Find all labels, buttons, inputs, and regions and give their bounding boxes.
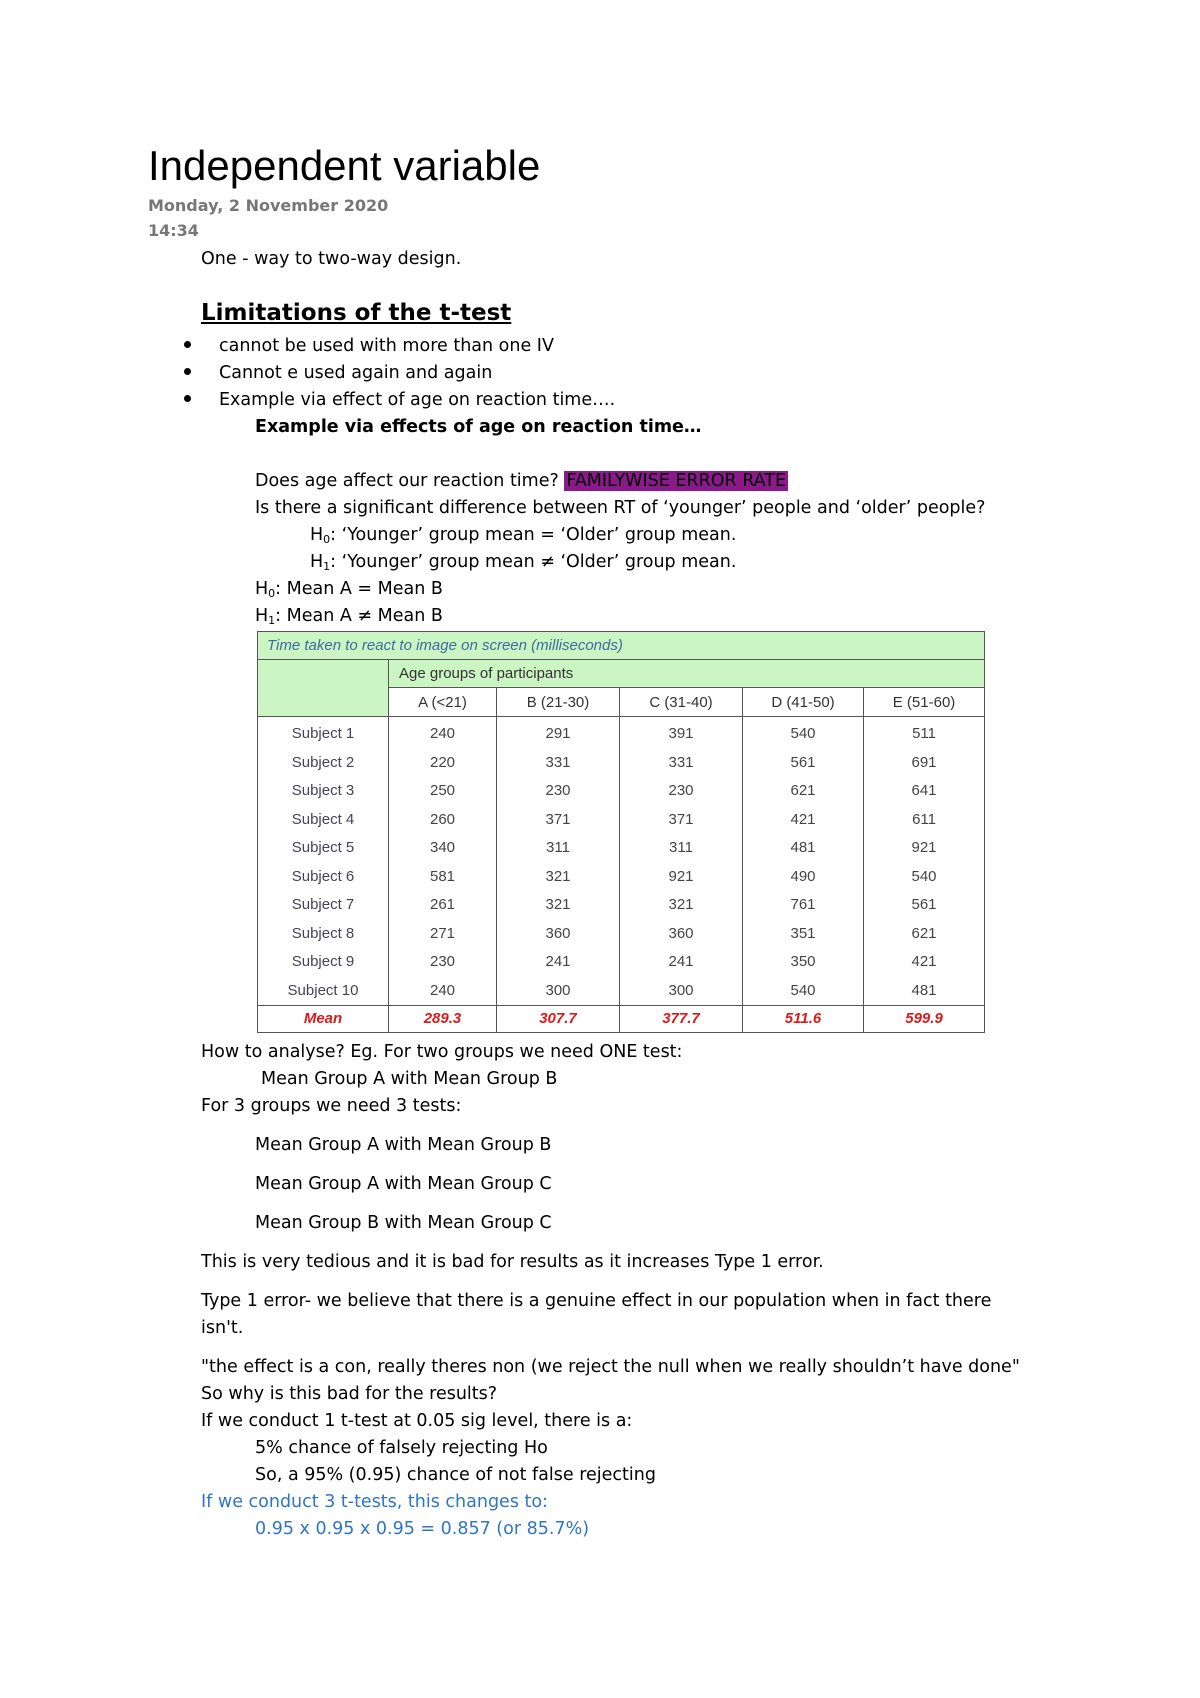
table-cell: 240 xyxy=(389,976,497,1005)
bold-example: Example via effects of age on reaction time… xyxy=(255,417,702,437)
row-label: Subject 9 xyxy=(258,948,389,977)
mean-value: 377.7 xyxy=(620,1005,743,1032)
table-age-header: Age groups of participants xyxy=(389,660,985,688)
h0b-text: : Mean A = Mean B xyxy=(275,579,443,599)
table-col-header: C (31-40) xyxy=(620,688,743,717)
test-item-2: Mean Group A with Mean Group C xyxy=(255,1174,552,1194)
row-label: Subject 8 xyxy=(258,919,389,948)
table-row xyxy=(258,976,985,1005)
table-cell: 260 xyxy=(389,805,497,834)
h0-label: H xyxy=(310,525,324,545)
table-cell: 300 xyxy=(497,976,620,1005)
mean-label: Mean xyxy=(258,1005,389,1032)
table-col-header: A (<21) xyxy=(389,688,497,717)
hypothesis-h0-short xyxy=(255,577,443,606)
conduct-three-text: If we conduct 3 t-tests, this changes to: xyxy=(201,1492,548,1512)
table-cell: 481 xyxy=(864,976,985,1005)
table-cell: 230 xyxy=(389,948,497,977)
table-cell: 351 xyxy=(743,919,864,948)
type1-line-a: Type 1 error- we believe that there is a genuine effect in our population when in fact there xyxy=(201,1291,992,1311)
table-cell: 350 xyxy=(743,948,864,977)
table-cell: 581 xyxy=(389,862,497,891)
table-cell: 561 xyxy=(864,891,985,920)
question-line xyxy=(255,469,788,493)
table-row xyxy=(258,748,985,777)
table-cell: 371 xyxy=(620,805,743,834)
test-item-1: Mean Group A with Mean Group B xyxy=(255,1135,552,1155)
page-title: Independent variable xyxy=(148,142,541,189)
table-cell: 371 xyxy=(497,805,620,834)
table-cell: 311 xyxy=(497,833,620,862)
mean-value: 511.6 xyxy=(743,1005,864,1032)
analyse-sub: Mean Group A with Mean Group B xyxy=(261,1069,558,1089)
table-cell: 561 xyxy=(743,748,864,777)
reaction-time-table xyxy=(257,631,985,1033)
table-cell: 421 xyxy=(743,805,864,834)
table-cell: 261 xyxy=(389,891,497,920)
table-col-header: B (21-30) xyxy=(497,688,620,717)
table-cell: 331 xyxy=(620,748,743,777)
table-corner xyxy=(258,660,389,688)
table-cell: 391 xyxy=(620,717,743,748)
table-cell: 621 xyxy=(864,919,985,948)
question-two: Is there a significant difference between RT of ‘younger’ people and ‘older’ people? xyxy=(255,498,986,518)
table-cell: 621 xyxy=(743,776,864,805)
table-cell: 321 xyxy=(497,862,620,891)
row-label: Subject 5 xyxy=(258,833,389,862)
table-cell: 481 xyxy=(743,833,864,862)
table-cell: 921 xyxy=(864,833,985,862)
three-groups-text: For 3 groups we need 3 tests: xyxy=(201,1096,462,1116)
table-cell: 240 xyxy=(389,717,497,748)
table-row xyxy=(258,805,985,834)
h0-sub: 0 xyxy=(323,533,331,546)
chance-two-text: So, a 95% (0.95) chance of not false rejecting xyxy=(255,1465,656,1485)
table-mean-row xyxy=(258,1005,985,1032)
table-cell: 511 xyxy=(864,717,985,748)
highlighted-term: FAMILYWISE ERROR RATE xyxy=(566,471,787,491)
hypothesis-h0 xyxy=(310,523,736,552)
table-cell: 641 xyxy=(864,776,985,805)
h1b-sub: 1 xyxy=(268,614,276,627)
row-label: Subject 3 xyxy=(258,776,389,805)
hypothesis-h1-short xyxy=(255,604,443,633)
row-label: Subject 7 xyxy=(258,891,389,920)
table-cell: 761 xyxy=(743,891,864,920)
table-col-header: E (51-60) xyxy=(864,688,985,717)
h1-text: : ‘Younger’ group mean ≠ ‘Older’ group mean. xyxy=(330,552,737,572)
table-cell: 490 xyxy=(743,862,864,891)
table-cell: 271 xyxy=(389,919,497,948)
table-cell: 540 xyxy=(864,862,985,891)
table-cell: 230 xyxy=(620,776,743,805)
bullet-item-3: Example via effect of age on reaction time…. xyxy=(219,390,616,410)
table-cell: 331 xyxy=(497,748,620,777)
table-cell: 291 xyxy=(497,717,620,748)
h1-label: H xyxy=(310,552,324,572)
bullet-dot-2 xyxy=(184,368,191,375)
bullet-dot-3 xyxy=(184,395,191,402)
table-row xyxy=(258,948,985,977)
table-row xyxy=(258,776,985,805)
table-row xyxy=(258,862,985,891)
conduct-one-text: If we conduct 1 t-test at 0.05 sig level, there is a: xyxy=(201,1411,633,1431)
h1b-text: : Mean A ≠ Mean B xyxy=(275,606,443,626)
analyse-text: How to analyse? Eg. For two groups we need ONE test: xyxy=(201,1042,683,1062)
h0-text: : ‘Younger’ group mean = ‘Older’ group mean. xyxy=(330,525,737,545)
table-cell: 220 xyxy=(389,748,497,777)
h1b-label: H xyxy=(255,606,269,626)
table-cell: 921 xyxy=(620,862,743,891)
quote-text: "the effect is a con, really theres non (we reject the null when we really shouldn’t have done" xyxy=(201,1357,1020,1377)
tedious-text: This is very tedious and it is bad for results as it increases Type 1 error. xyxy=(201,1252,824,1272)
table-cell: 540 xyxy=(743,976,864,1005)
bullet-item-1: cannot be used with more than one IV xyxy=(219,336,554,356)
calculation-text: 0.95 x 0.95 x 0.95 = 0.857 (or 85.7%) xyxy=(255,1519,590,1539)
table-row xyxy=(258,891,985,920)
table-body xyxy=(258,717,985,1006)
bullet-dot-1 xyxy=(184,341,191,348)
section-heading: Limitations of the t-test xyxy=(201,300,512,326)
type1-line-b: isn't. xyxy=(201,1318,244,1338)
table-corner-lower xyxy=(258,688,389,717)
table-cell: 241 xyxy=(620,948,743,977)
table-row xyxy=(258,919,985,948)
table-row xyxy=(258,833,985,862)
mean-value: 307.7 xyxy=(497,1005,620,1032)
question-text: Does age affect our reaction time? xyxy=(255,471,559,491)
table-cell: 611 xyxy=(864,805,985,834)
table-cell: 421 xyxy=(864,948,985,977)
row-label: Subject 10 xyxy=(258,976,389,1005)
table-cell: 250 xyxy=(389,776,497,805)
test-item-3: Mean Group B with Mean Group C xyxy=(255,1213,552,1233)
table-cell: 340 xyxy=(389,833,497,862)
why-bad-text: So why is this bad for the results? xyxy=(201,1384,498,1404)
table-cell: 321 xyxy=(620,891,743,920)
table-cell: 540 xyxy=(743,717,864,748)
intro-text: One - way to two-way design. xyxy=(201,249,462,269)
hypothesis-h1 xyxy=(310,550,736,579)
table-cell: 300 xyxy=(620,976,743,1005)
table-cell: 311 xyxy=(620,833,743,862)
table-cell: 360 xyxy=(620,919,743,948)
mean-value: 289.3 xyxy=(389,1005,497,1032)
table-cell: 230 xyxy=(497,776,620,805)
row-label: Subject 2 xyxy=(258,748,389,777)
table-caption: Time taken to react to image on screen (milliseconds) xyxy=(258,632,985,660)
table-row xyxy=(258,717,985,748)
row-label: Subject 6 xyxy=(258,862,389,891)
h1-sub: 1 xyxy=(323,560,331,573)
table-cell: 691 xyxy=(864,748,985,777)
chance-one-text: 5% chance of falsely rejecting Ho xyxy=(255,1438,548,1458)
row-label: Subject 1 xyxy=(258,717,389,748)
row-label: Subject 4 xyxy=(258,805,389,834)
bullet-item-2: Cannot e used again and again xyxy=(219,363,493,383)
table-cell: 360 xyxy=(497,919,620,948)
table-cell: 321 xyxy=(497,891,620,920)
table-cell: 241 xyxy=(497,948,620,977)
page-time: 14:34 xyxy=(148,221,199,240)
h0b-sub: 0 xyxy=(268,587,276,600)
h0b-label: H xyxy=(255,579,269,599)
mean-value: 599.9 xyxy=(864,1005,985,1032)
table-col-header: D (41-50) xyxy=(743,688,864,717)
page-date: Monday, 2 November 2020 xyxy=(148,196,389,215)
